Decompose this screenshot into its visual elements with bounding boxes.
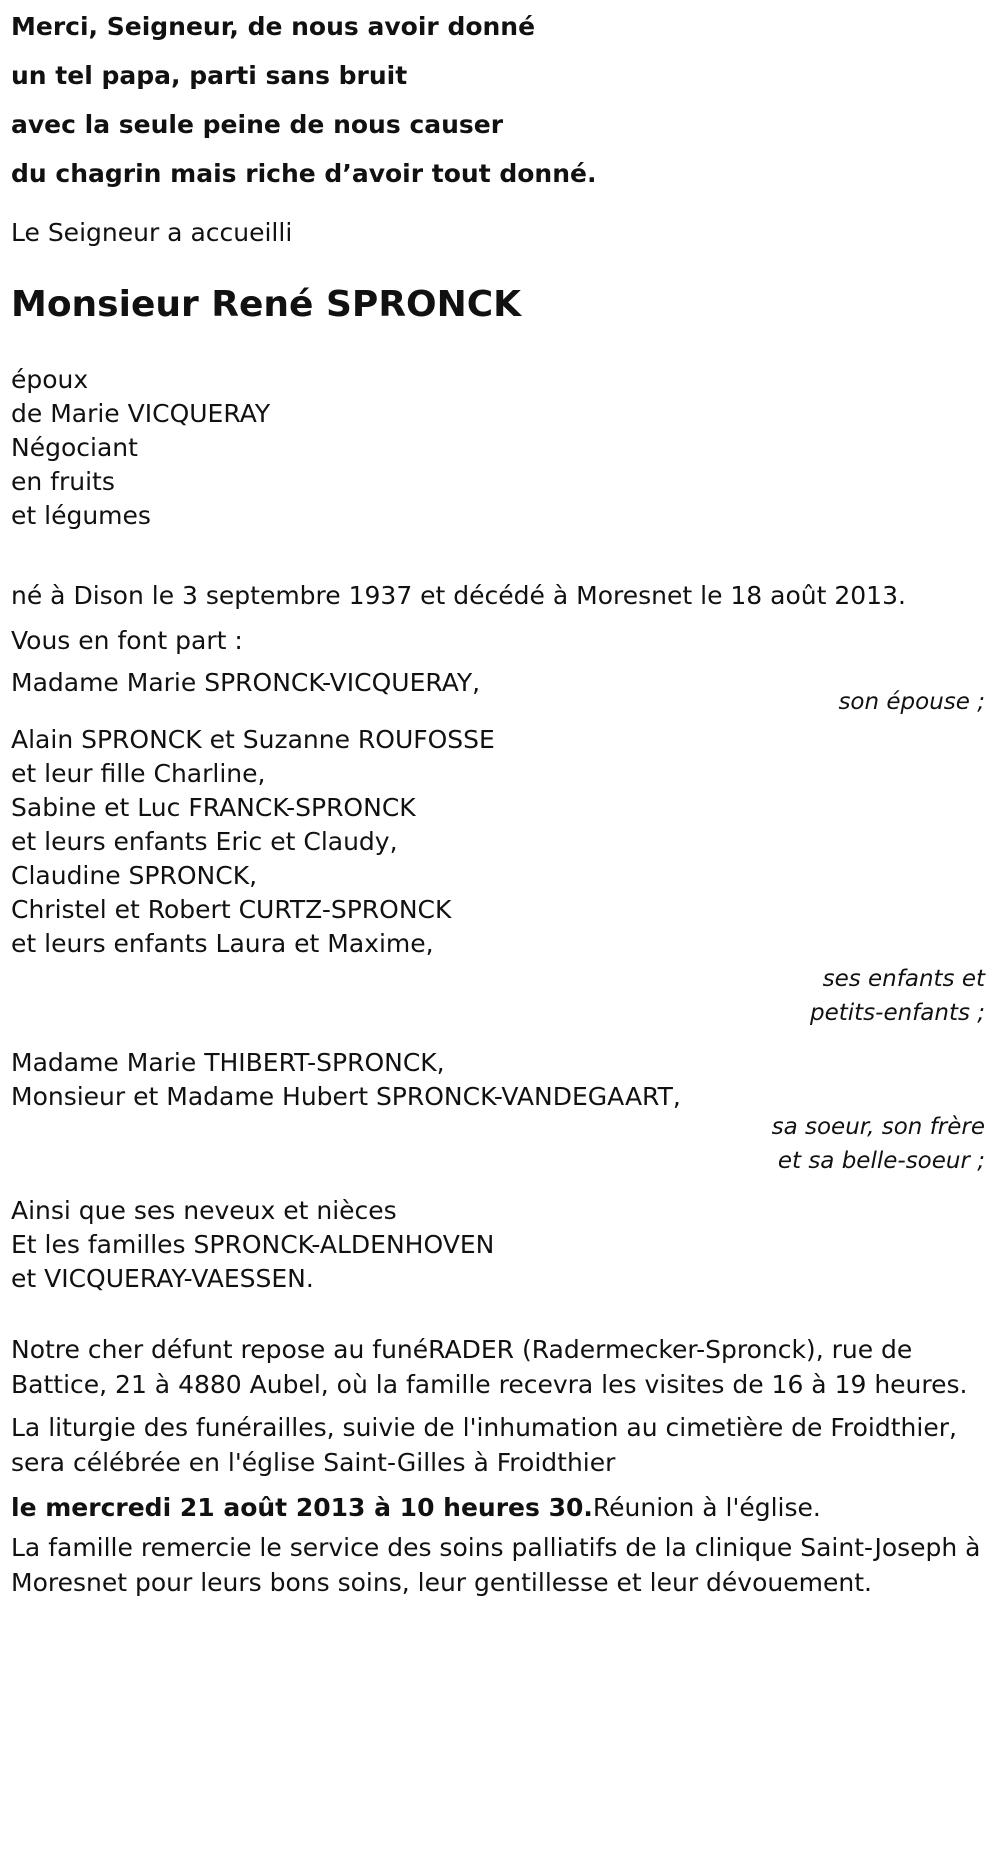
- children-line: Alain SPRONCK et Suzanne ROUFOSSE: [11, 725, 495, 754]
- others-line: et VICQUERAY-VAESSEN.: [11, 1264, 314, 1293]
- poem-line: Merci, Seigneur, de nous avoir donné: [11, 12, 536, 41]
- children-relation: ses enfants et: [822, 966, 985, 992]
- children-line: Sabine et Luc FRANCK-SPRONCK: [11, 793, 416, 822]
- birth-death-line: né à Dison le 3 septembre 1937 et décédé à Moresnet le 18 août 2013.: [11, 581, 906, 610]
- children-line: Christel et Robert CURTZ-SPRONCK: [11, 895, 452, 924]
- spouse-section: [11, 663, 987, 719]
- service-line: [11, 1488, 987, 1528]
- description-line: en fruits: [11, 467, 115, 496]
- others-section: [11, 1194, 987, 1296]
- spouse-relation: son épouse ;: [838, 689, 985, 715]
- siblings-line: Monsieur et Madame Hubert SPRONCK-VANDEGAART,: [11, 1082, 681, 1111]
- poem-line: du chagrin mais riche d’avoir tout donné.: [11, 159, 597, 188]
- description: [11, 363, 987, 533]
- liturgy-paragraph: La liturgie des funérailles, suivie de l'inhumation au cimetière de Froidthier, sera célébrée en l'église Saint-Gilles à Froidthier: [11, 1413, 957, 1477]
- poem-line: un tel papa, parti sans bruit: [11, 61, 408, 90]
- siblings-relation: et sa belle-soeur ;: [777, 1148, 985, 1174]
- children-line: et leur fille Charline,: [11, 759, 266, 788]
- children-section: [11, 723, 987, 1030]
- children-line: Claudine SPRONCK,: [11, 861, 258, 890]
- siblings-section: [11, 1046, 987, 1178]
- siblings-relation: sa soeur, son frère: [771, 1114, 985, 1140]
- children-line: et leurs enfants Laura et Maxime,: [11, 929, 434, 958]
- description-line: époux: [11, 365, 89, 394]
- intro-text: Le Seigneur a accueilli: [11, 218, 293, 247]
- visitation-paragraph: Notre cher défunt repose au funéRADER (Radermecker-Spronck), rue de Battice, 21 à 4880 Aubel, où la famille recevra les visites de 16 à 19 heures.: [11, 1335, 968, 1399]
- others-line: Ainsi que ses neveux et nièces: [11, 1196, 397, 1225]
- service-date: le mercredi 21 août 2013 à 10 heures 30.: [11, 1493, 593, 1522]
- poem: [11, 0, 987, 198]
- service-place: Réunion à l'église.: [592, 1493, 821, 1522]
- others-line: Et les familles SPRONCK-ALDENHOVEN: [11, 1230, 495, 1259]
- description-line: de Marie VICQUERAY: [11, 399, 271, 428]
- poem-line: avec la seule peine de nous causer: [11, 110, 504, 139]
- description-line: et légumes: [11, 501, 151, 530]
- thanks-paragraph: La famille remercie le service des soins palliatifs de la clinique Saint-Joseph à Moresnet pour leurs bons soins, leur gentillesse et leur dévouement.: [11, 1533, 981, 1597]
- deceased-name: Monsieur René SPRONCK: [11, 284, 522, 325]
- siblings-line: Madame Marie THIBERT-SPRONCK,: [11, 1048, 445, 1077]
- announcement-line: Vous en font part :: [11, 626, 243, 655]
- description-line: Négociant: [11, 433, 138, 462]
- obituary-notice: [11, 0, 987, 1600]
- children-line: et leurs enfants Eric et Claudy,: [11, 827, 398, 856]
- children-relation: petits-enfants ;: [809, 1000, 985, 1026]
- spouse-name: Madame Marie SPRONCK-VICQUERAY,: [11, 668, 481, 697]
